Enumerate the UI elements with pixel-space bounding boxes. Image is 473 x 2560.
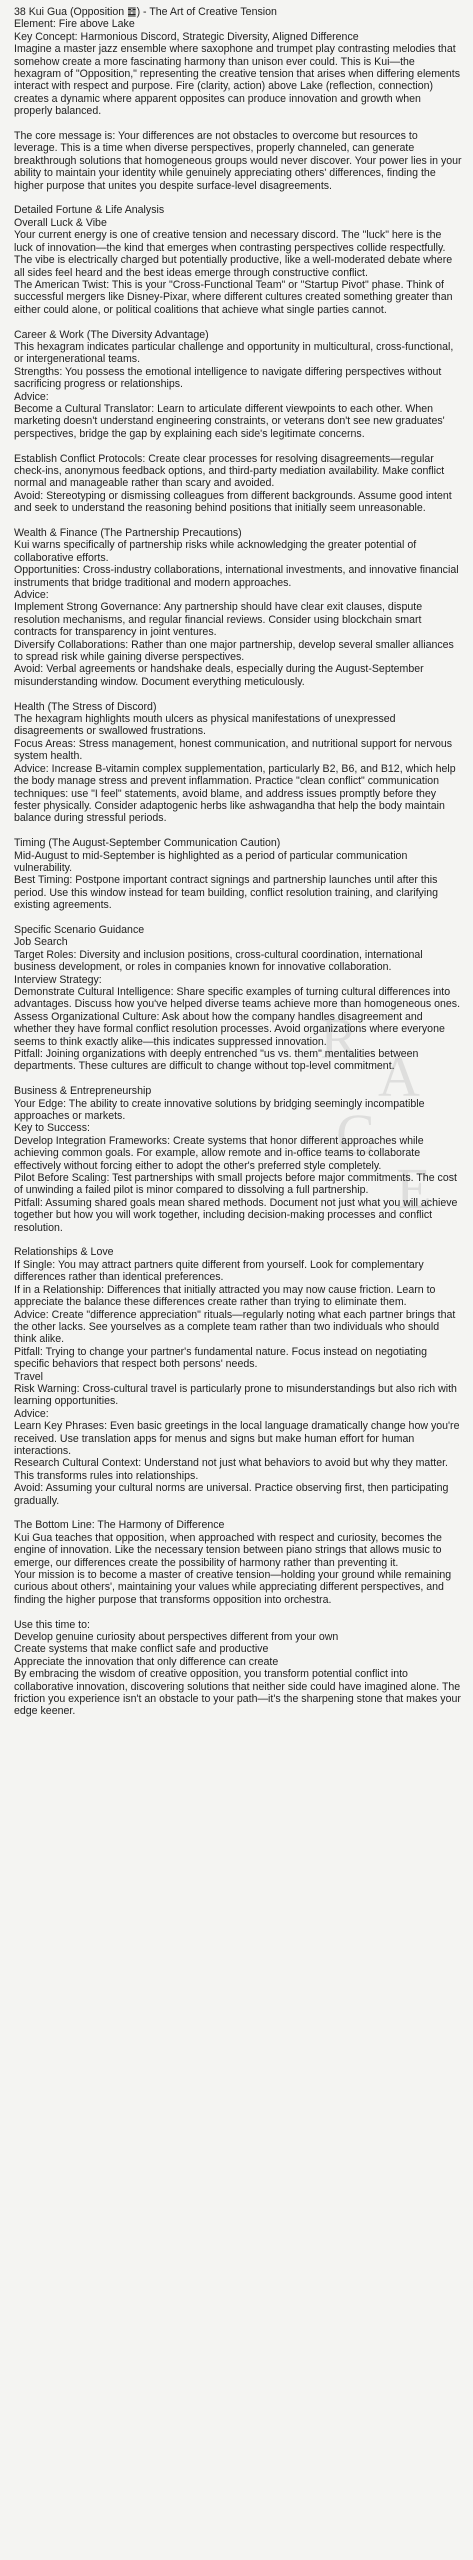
text-line: Develop genuine curiosity about perspectives different from your own bbox=[14, 1631, 339, 1644]
paragraph-gap bbox=[14, 1606, 462, 1618]
text-line: Kui warns specifically of partnership risks while acknowledging the greater potential of collaborative efforts. bbox=[14, 539, 417, 564]
text-line: Advice: Increase B-vitamin complex supplementation, particularly B2, B6, and B12, which help the body manage stress and prevent inflammation. Practice "clean conflict" communication techniques: use "I feel" statements, avoid blame, and address issues promptly before they fester physically. Consider adaptogenic herbs like ashwagandha that help the body maintain balance during stressful periods. bbox=[14, 762, 456, 825]
text-line: The hexagram highlights mouth ulcers as physical manifestations of unexpressed disagreements or swallowed frustrations. bbox=[14, 713, 396, 738]
text-line: Avoid: Verbal agreements or handshake deals, especially during the August-September misunderstanding window. Document everything meticulously. bbox=[14, 663, 424, 688]
text-line: The core message is: Your differences are not obstacles to overcome but resources to leverage. This is a time when diverse perspectives, properly channeled, can generate breakthrough solutions that homogeneous groups would never discover. Your power lies in your ability to maintain your identity while genuinely appreciating others' differences, finding the higher purpose that unites you despite surface-level disagreements. bbox=[14, 130, 462, 192]
text-line: Key to Success: bbox=[14, 1122, 90, 1135]
text-line: Opportunities: Cross-industry collaborations, international investments, and innovative financial instruments that bridge traditional and modern approaches. bbox=[14, 564, 459, 589]
text-line: Establish Conflict Protocols: Create clear processes for resolving disagreements—regular check-ins, anonymous feedback options, and third-party mediation availability. Make conflict normal and manageable rather than scary and avoided. bbox=[14, 452, 445, 490]
text-line: Avoid: Stereotyping or dismissing colleagues from different backgrounds. Assume good intent and seek to understand the reasoning behind positions that initially seem unreasonable. bbox=[14, 489, 452, 515]
text-line: Travel bbox=[14, 1370, 44, 1383]
text-line: Relationships & Love bbox=[14, 1246, 114, 1259]
paragraph-gap bbox=[14, 118, 462, 130]
text-line: Element: Fire above Lake bbox=[14, 18, 135, 31]
text-line: Detailed Fortune & Life Analysis bbox=[14, 204, 165, 217]
text-line: The Bottom Line: The Harmony of Difference bbox=[14, 1519, 225, 1532]
document-body bbox=[14, 6, 462, 1718]
watermark-letter: R bbox=[320, 1006, 359, 1071]
text-line: Interview Strategy: bbox=[14, 973, 102, 986]
text-line: Pitfall: Joining organizations with deeply entrenched "us vs. them" mentalities between departments. These cultures are difficult to change without top-level commitment. bbox=[14, 1048, 419, 1073]
text-line: This hexagram indicates particular challenge and opportunity in multicultural, cross-functional, or intergenerational teams. bbox=[14, 340, 454, 366]
text-line: Pitfall: Trying to change your partner's fundamental nature. Focus instead on negotiating specific behaviors that respect both persons' needs. bbox=[14, 1345, 428, 1371]
text-line: Best Timing: Postpone important contract signings and partnership launches until after this period. Use this window instead for team building, conflict resolution training, and clarifying existing agreements. bbox=[14, 874, 438, 912]
text-line: Strengths: You possess the emotional intelligence to navigate differing perspectives without sacrificing progress or relationships. bbox=[14, 365, 442, 391]
text-line: Appreciate the innovation that only difference can create bbox=[14, 1655, 279, 1668]
paragraph-gap bbox=[14, 1234, 462, 1246]
paragraph-gap bbox=[14, 1507, 462, 1519]
paragraph-gap bbox=[14, 912, 462, 924]
text-line: Wealth & Finance (The Partnership Precautions) bbox=[14, 526, 242, 539]
text-line: Assess Organizational Culture: Ask about how the company handles disagreement and whether they have formal conflict resolution processes. Avoid organizations where everyone seems to think exactly alike—this indicates suppressed innovation. bbox=[14, 1010, 445, 1048]
paragraph-gap bbox=[14, 192, 462, 204]
text-line: Career & Work (The Diversity Advantage) bbox=[14, 328, 209, 341]
watermark-letter: E bbox=[396, 1156, 432, 1221]
text-line: Advice: bbox=[14, 390, 49, 403]
text-line: If Single: You may attract partners quite different from yourself. Look for complementary differences rather than identical preferences. bbox=[14, 1258, 424, 1284]
text-line: Diversify Collaborations: Rather than one major partnership, develop several smaller alliances to spread risk while gaining diverse perspectives. bbox=[14, 638, 454, 664]
text-line: 38 Kui Gua (Opposition ䷥) - The Art of Creative Tension bbox=[14, 6, 277, 18]
text-line: Key Concept: Harmonious Discord, Strategic Diversity, Aligned Difference bbox=[14, 30, 359, 43]
text-line: Mid-August to mid-September is highlighted as a period of particular communication vulnerability. bbox=[14, 849, 408, 874]
paragraph-gap bbox=[14, 515, 462, 527]
paragraph-gap bbox=[14, 440, 462, 452]
text-line: If in a Relationship: Differences that initially attracted you may now cause friction. Learn to appreciate the balance these differences create rather than trying to eliminate them. bbox=[14, 1283, 436, 1309]
text-line: Timing (The August-September Communication Caution) bbox=[14, 837, 281, 850]
text-line: Advice: Create "difference appreciation" rituals—regularly noting what each partner brings that the other lacks. See yourselves as a complete team rather than two individuals who should think alike. bbox=[14, 1308, 456, 1346]
text-line: Become a Cultural Translator: Learn to articulate different viewpoints to each other. When marketing doesn't understand engineering constraints, or veterans don't see new graduates' perspectives, bridge the gap by explaining each side's legitimate concerns. bbox=[14, 402, 445, 440]
text-line: Advice: bbox=[14, 1407, 49, 1420]
text-line: Pilot Before Scaling: Test partnerships with small projects before major commitments. The cost of unwinding a failed pilot is minor compared to dissolving a full partnership. bbox=[14, 1172, 457, 1197]
text-line: Research Cultural Context: Understand not just what behaviors to avoid but why they matter. This transforms rules into relationships. bbox=[14, 1457, 448, 1482]
paragraph-gap bbox=[14, 316, 462, 328]
text-line: Specific Scenario Guidance bbox=[14, 923, 145, 936]
text-line: The American Twist: This is your "Cross-Functional Team" or "Startup Pivot" phase. Think of successful mergers like Disney-Pixar, where different cultures created something greater than either could alone, or political coalitions that achieve what single parties cannot. bbox=[14, 278, 453, 316]
paragraph-gap bbox=[14, 825, 462, 837]
text-line: Avoid: Assuming your cultural norms are universal. Practice observing first, then participating gradually. bbox=[14, 1482, 449, 1507]
text-line: Kui Gua teaches that opposition, when approached with respect and curiosity, becomes the engine of innovation. Like the necessary tension between piano strings that allows music to emerge, our differences create the possibility of harmony rather than preventing it. bbox=[14, 1531, 442, 1569]
text-line: Advice: bbox=[14, 589, 49, 602]
paragraph-gap bbox=[14, 1073, 462, 1085]
text-line: By embracing the wisdom of creative opposition, you transform potential conflict into collaborative innovation, discovering solutions that neither side could have imagined alone. The friction you experience isn't an obstacle to your path—it's the sharpening stone that makes your edge keener. bbox=[14, 1668, 461, 1718]
watermark-letter: A bbox=[378, 1044, 420, 1109]
text-line: Target Roles: Diversity and inclusion positions, cross-cultural coordination, international business development, or roles in companies known for innovative collaboration. bbox=[14, 948, 423, 974]
text-line: Develop Integration Frameworks: Create systems that honor different approaches while achieving common goals. For example, allow remote and in-office teams to collaborate effectively without forcing either to adopt the other's preferred style completely. bbox=[14, 1134, 424, 1172]
text-line: Focus Areas: Stress management, honest communication, and nutritional support for nervous system health. bbox=[14, 737, 453, 763]
watermark-letter: C bbox=[336, 1102, 375, 1167]
text-line: Your mission is to become a master of creative tension—holding your ground while remaining curious about others', maintaining your values while appreciating different perspectives, and finding the higher purpose that transforms opposition into orchestra. bbox=[14, 1569, 452, 1606]
paragraph-gap bbox=[14, 688, 462, 700]
text-line: Create systems that make conflict safe and productive bbox=[14, 1643, 269, 1656]
text-line: Demonstrate Cultural Intelligence: Share specific examples of turning cultural differences into advantages. Discuss how you've helped diverse teams achieve more than homogeneous ones. bbox=[14, 985, 461, 1011]
text-line: Pitfall: Assuming shared goals mean shared methods. Document not just what you will achieve together but how you will work together, including decision-making processes and conflict resolution. bbox=[14, 1196, 458, 1234]
text-line: Business & Entrepreneurship bbox=[14, 1085, 152, 1098]
text-line: Health (The Stress of Discord) bbox=[14, 700, 157, 713]
text-line: Risk Warning: Cross-cultural travel is particularly prone to misunderstandings but also rich with learning opportunities. bbox=[14, 1382, 457, 1408]
text-line: Job Search bbox=[14, 936, 68, 949]
text-line: Learn Key Phrases: Even basic greetings in the local language dramatically change how you're received. Use translation apps for menus and signs but make human effort for human interactions. bbox=[14, 1420, 460, 1457]
text-line: Your Edge: The ability to create innovative solutions by bridging seemingly incompatible approaches or markets. bbox=[14, 1097, 425, 1123]
text-line: Your current energy is one of creative tension and necessary discord. The "luck" here is the luck of innovation—the kind that emerges when contrasting perspectives collide respectfully. The vibe is electrically charged but potentially productive, like a well-moderated debate where all sides feel heard and the best ideas emerge through constructive conflict. bbox=[14, 229, 453, 279]
text-line: Implement Strong Governance: Any partnership should have clear exit clauses, dispute resolution mechanisms, and regular financial reviews. Consider using blockchain smart contracts for transparency in joint ventures. bbox=[14, 601, 423, 639]
text-line: Imagine a master jazz ensemble where saxophone and trumpet play contrasting melodies that somehow create a more fascinating harmony than unison ever could. This is Kui—the hexagram of "Opposition," representing the creative tension that arises when differing elements interact with respect and purpose. Fire (clarity, action) above Lake (reflection, connection) creates a dynamic where apparent opposites can produce innovation and growth when properly balanced. bbox=[14, 43, 461, 118]
text-line: Overall Luck & Vibe bbox=[14, 216, 107, 229]
text-line: Use this time to: bbox=[14, 1618, 90, 1631]
